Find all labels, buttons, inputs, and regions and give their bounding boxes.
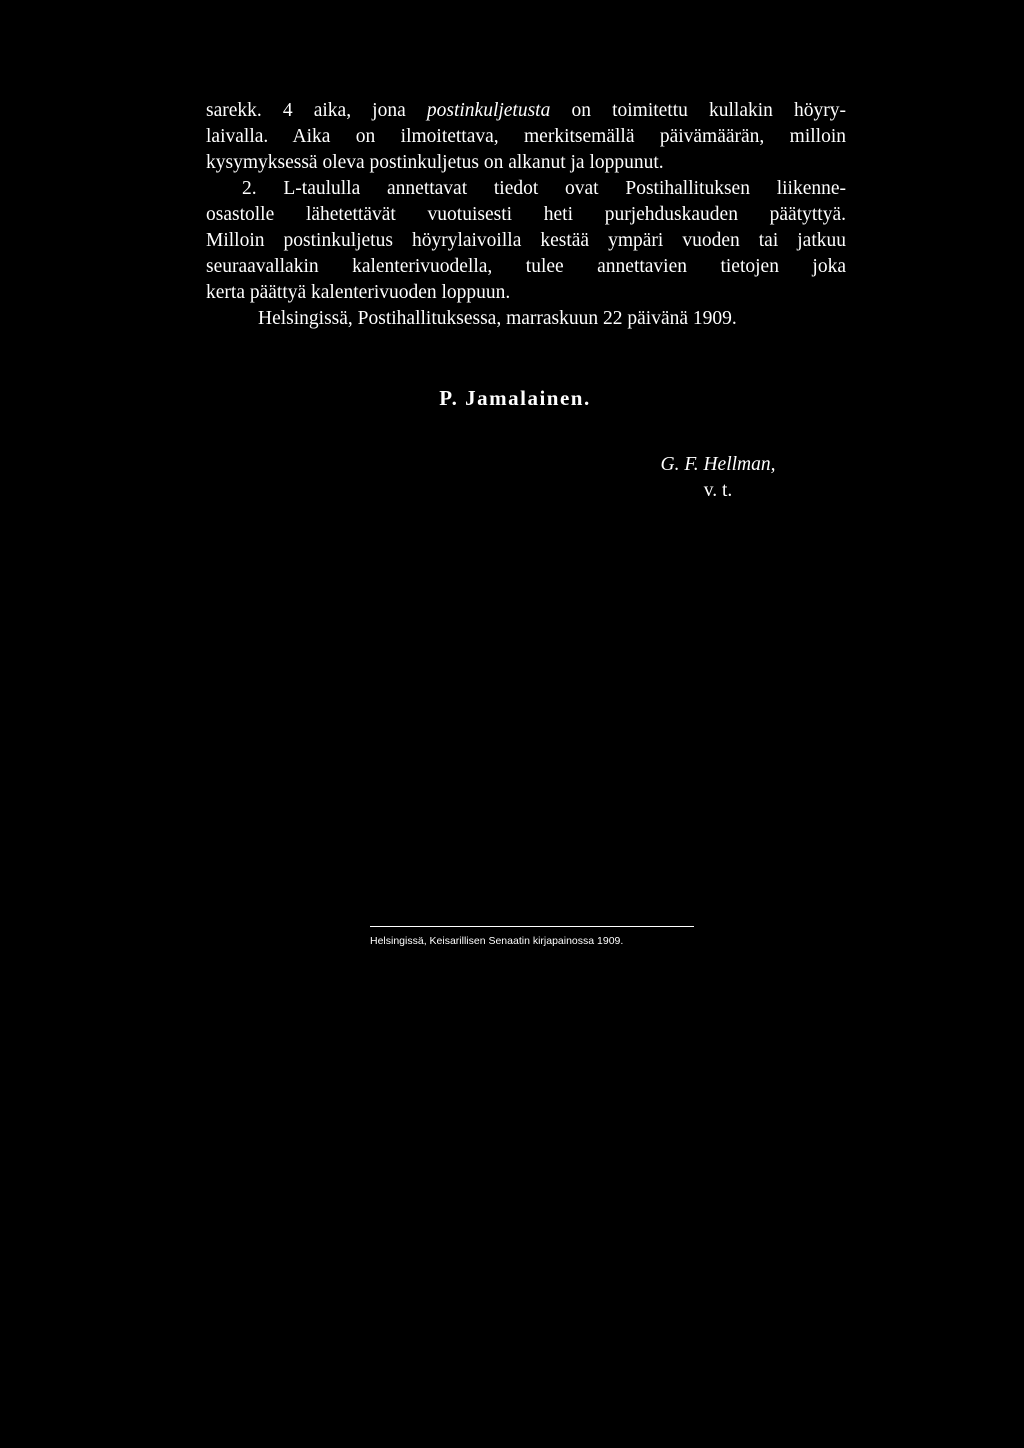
body-line-7: seuraavallakin kalenterivuodella, tulee annettavien tietojen joka bbox=[206, 256, 846, 277]
body-line-4: 2. L-taululla annettavat tiedot ovat Postihallituksen liikenne- bbox=[242, 178, 846, 199]
countersignature-name: G. F. Hellman, bbox=[660, 454, 776, 475]
body-line-1-end: on toimitettu kullakin höyry- bbox=[550, 100, 846, 121]
footer-divider bbox=[370, 926, 694, 927]
place-date-line: Helsingissä, Postihallituksessa, marraskuun 22 päivänä 1909. bbox=[258, 308, 737, 329]
body-line-6: Milloin postinkuljetus höyrylaivoilla kestää ympäri vuoden tai jatkuu bbox=[206, 230, 846, 251]
signature-name: P. Jamalainen. bbox=[439, 386, 591, 410]
body-line-1 bbox=[206, 98, 846, 124]
body-line-8: kerta päättyä kalenterivuoden loppuun. bbox=[206, 282, 511, 303]
body-line-3: kysymyksessä oleva postinkuljetus on alkanut ja loppunut. bbox=[206, 152, 664, 173]
body-line-1-start: sarekk. 4 aika, jona bbox=[206, 100, 427, 121]
printer-imprint: Helsingissä, Keisarillisen Senaatin kirjapainossa 1909. bbox=[370, 935, 624, 947]
body-line-1-italic-term: postinkuljetusta bbox=[426, 100, 551, 121]
body-line-2: laivalla. Aika on ilmoitettava, merkitsemällä päivämäärän, milloin bbox=[206, 126, 846, 147]
body-line-5: osastolle lähetettävät vuotuisesti heti purjehduskauden päätyttyä. bbox=[206, 204, 846, 225]
countersignature-role: v. t. bbox=[703, 480, 733, 501]
